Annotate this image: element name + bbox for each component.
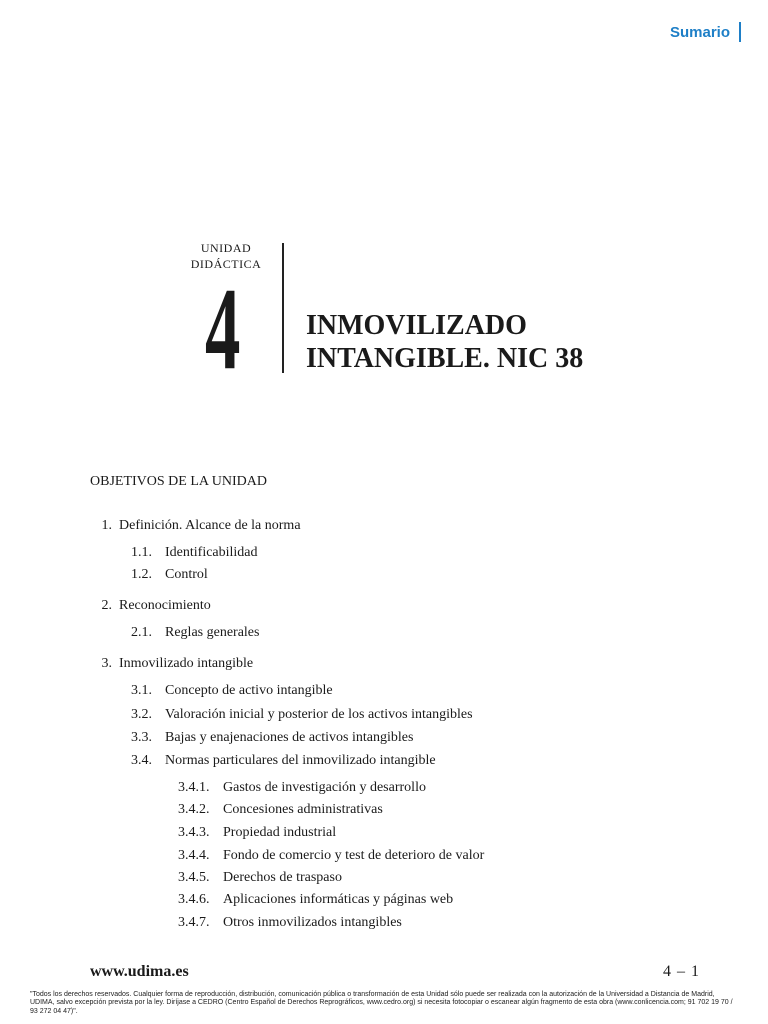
toc-item[interactable] xyxy=(178,780,426,796)
unit-label-line2: DIDÁCTICA xyxy=(190,257,262,271)
toc-label: Otros inmovilizados intangibles xyxy=(223,915,402,930)
toc-number: 2. xyxy=(101,598,112,613)
unit-title-line1: INMOVILIZADO xyxy=(306,310,527,341)
legal-notice: "Todos los derechos reservados. Cualquier forma de reproducción, distribución, comunicación pública o transformación de esta Unidad sólo puede ser realizada con la autorización de la Universidad a Distancia de Madrid, UDIMA, salvo excepción prevista por la ley. Diríjase a CEDRO (Centro Español de Derechos Reprográficos, www.cedro.org) si necesita fotocopiar o escanear algún fragmento de esta obra (www.conlicencia.com; 91 702 19 70 / 93 272 04 47)". xyxy=(30,991,733,1015)
unit-label-line1: UNIDAD xyxy=(200,241,252,255)
title-divider xyxy=(282,243,284,373)
toc-label: Reglas generales xyxy=(165,625,260,640)
toc-number: 3.4.5. xyxy=(178,870,210,885)
toc-item[interactable] xyxy=(90,598,211,614)
toc-number: 1.2. xyxy=(131,567,152,582)
unit-title-line2: INTANGIBLE. NIC 38 xyxy=(306,343,584,374)
toc-item[interactable] xyxy=(131,753,436,769)
toc-number: 3.4.2. xyxy=(178,802,210,817)
objectives-heading: OBJETIVOS DE LA UNIDAD xyxy=(90,474,267,489)
sumario-bar xyxy=(739,22,741,42)
toc-label: Bajas y enajenaciones de activos intangibles xyxy=(165,730,414,745)
toc-number: 3.1. xyxy=(131,683,152,698)
toc-item[interactable] xyxy=(131,707,473,723)
toc-item[interactable] xyxy=(178,802,383,818)
toc-label: Inmovilizado intangible xyxy=(119,656,254,671)
toc-item[interactable] xyxy=(178,870,342,886)
toc-item[interactable] xyxy=(131,545,258,561)
toc-number: 3.4.1. xyxy=(178,780,210,795)
toc-item[interactable] xyxy=(178,892,453,908)
toc-number: 2.1. xyxy=(131,625,152,640)
sumario-link[interactable] xyxy=(670,22,741,42)
toc-item[interactable] xyxy=(178,915,402,931)
toc-number: 3.4.6. xyxy=(178,892,210,907)
unit-title xyxy=(306,309,583,375)
toc-item[interactable] xyxy=(178,848,484,864)
toc-number: 3.4.7. xyxy=(178,915,210,930)
toc-number: 3. xyxy=(101,656,112,671)
unit-number: 4 xyxy=(205,263,241,394)
toc-label: Control xyxy=(165,567,208,582)
toc-number: 3.4.4. xyxy=(178,848,210,863)
sumario-label[interactable]: Sumario xyxy=(669,23,730,41)
toc-item[interactable] xyxy=(131,730,413,746)
toc-label: Fondo de comercio y test de deterioro de valor xyxy=(223,848,485,863)
toc-number: 1. xyxy=(101,518,112,533)
toc-label: Concesiones administrativas xyxy=(223,802,383,817)
toc-number: 3.4.3. xyxy=(178,825,210,840)
toc-item[interactable] xyxy=(131,625,259,641)
toc-number: 3.3. xyxy=(131,730,152,745)
toc-number: 1.1. xyxy=(131,545,152,560)
toc-item[interactable] xyxy=(131,567,208,583)
toc-number: 3.4. xyxy=(131,753,152,768)
toc-label: Derechos de traspaso xyxy=(223,870,342,885)
toc-item[interactable] xyxy=(131,683,333,699)
toc-label: Concepto de activo intangible xyxy=(165,683,333,698)
toc-label: Valoración inicial y posterior de los activos intangibles xyxy=(165,707,473,722)
toc-item[interactable] xyxy=(90,656,253,672)
toc-label: Normas particulares del inmovilizado intangible xyxy=(165,753,436,768)
toc-item[interactable] xyxy=(90,518,301,534)
page-number: 4 – 1 xyxy=(663,963,700,980)
toc-label: Gastos de investigación y desarrollo xyxy=(223,780,426,795)
toc-label: Reconocimiento xyxy=(119,598,211,613)
toc-item[interactable] xyxy=(178,825,336,841)
toc-label: Definición. Alcance de la norma xyxy=(119,518,301,533)
toc-label: Identificabilidad xyxy=(165,545,258,560)
footer-url-link[interactable]: www.udima.es xyxy=(90,963,189,980)
toc-label: Aplicaciones informáticas y páginas web xyxy=(223,892,454,907)
toc-label: Propiedad industrial xyxy=(223,825,337,840)
toc-number: 3.2. xyxy=(131,707,152,722)
